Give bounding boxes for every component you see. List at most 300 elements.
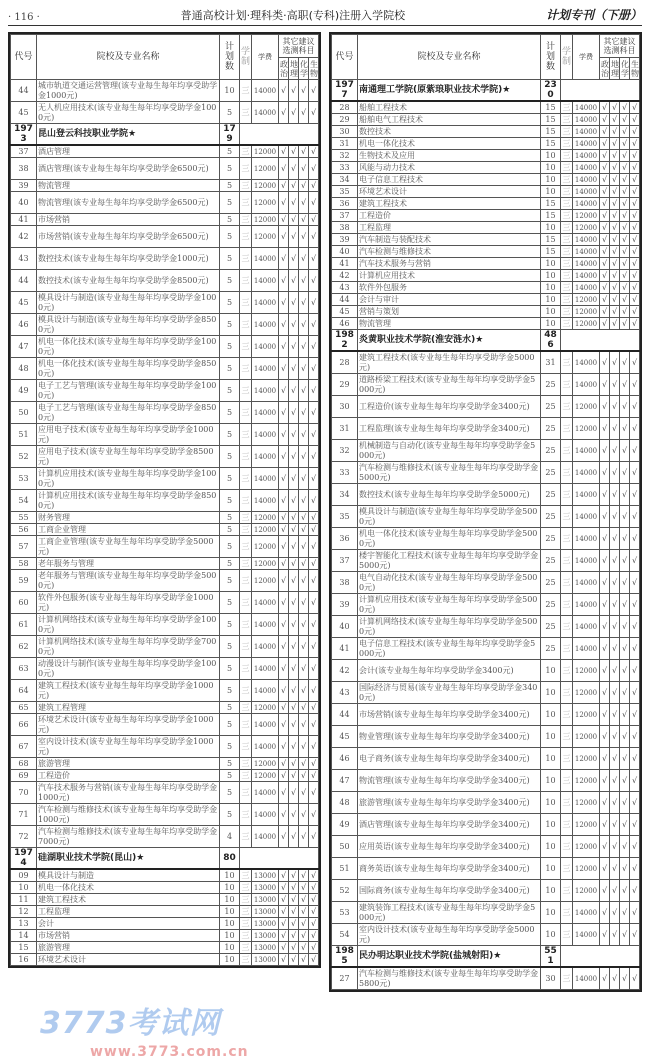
major-years: 三 <box>240 490 252 512</box>
major-fee: 14000 <box>573 351 600 374</box>
major-plan: 5 <box>220 804 240 826</box>
major-plan: 4 <box>220 826 240 848</box>
check-mark-politics: √ <box>600 198 610 210</box>
major-name: 机电一体化技术(该专业每生每年均享受助学金8500元) <box>37 358 220 380</box>
major-row <box>332 748 640 770</box>
major-years: 三 <box>240 536 252 558</box>
school-code: 1973 <box>11 124 37 146</box>
major-name: 国际商务(该专业每生每年均享受助学金3400元) <box>358 880 541 902</box>
check-mark-chemistry: √ <box>620 294 630 306</box>
major-name: 工程监理 <box>358 222 541 234</box>
check-mark-chemistry: √ <box>299 424 309 446</box>
check-mark-chemistry: √ <box>299 270 309 292</box>
major-years: 三 <box>241 942 250 952</box>
check-mark-chemistry: √ <box>620 234 630 246</box>
major-fee: 14000 <box>573 616 600 638</box>
check-mark-biology: √ <box>630 682 640 704</box>
major-years: 三 <box>562 126 571 136</box>
check-mark-politics: √ <box>600 246 610 258</box>
check-mark-geography: √ <box>289 869 299 882</box>
major-row <box>332 902 640 924</box>
major-row <box>332 836 640 858</box>
major-fee: 14000 <box>573 484 600 506</box>
major-code: 62 <box>11 636 37 658</box>
header-years: 学制 <box>240 35 252 80</box>
check-mark-biology: √ <box>630 616 640 638</box>
major-years: 三 <box>561 770 573 792</box>
major-fee: 12000 <box>573 682 600 704</box>
major-plan: 5 <box>220 214 240 226</box>
check-mark-biology: √ <box>630 594 640 616</box>
major-fee: 14000 <box>252 636 279 658</box>
major-name: 汽车检测与维修技术(该专业每生每年均享受助学金5000元) <box>358 462 541 484</box>
major-code: 45 <box>11 292 37 314</box>
left-table-column <box>8 32 321 968</box>
major-code: 33 <box>332 162 358 174</box>
major-plan: 10 <box>541 814 561 836</box>
major-code: 37 <box>332 210 358 222</box>
major-name: 软件外包服务(该专业每生每年均享受助学金1000元) <box>37 592 220 614</box>
major-name: 机电一体化技术(该专业每生每年均享受助学金1000元) <box>37 336 220 358</box>
check-mark-politics: √ <box>600 924 610 946</box>
check-mark-politics: √ <box>279 882 289 894</box>
major-fee: 14000 <box>252 468 279 490</box>
check-mark-chemistry: √ <box>299 782 309 804</box>
check-mark-geography: √ <box>289 736 299 758</box>
major-code: 31 <box>332 418 358 440</box>
school-plan-total: 486 <box>541 330 561 352</box>
check-mark-geography: √ <box>289 636 299 658</box>
major-code: 39 <box>332 234 358 246</box>
major-code: 16 <box>11 954 37 966</box>
school-plan-total: 179 <box>220 124 240 146</box>
major-name: 工程监理(该专业每生每年均享受助学金3400元) <box>358 418 541 440</box>
check-mark-politics: √ <box>600 506 610 528</box>
check-mark-geography: √ <box>289 248 299 270</box>
check-mark-geography: √ <box>610 374 620 396</box>
check-mark-politics: √ <box>279 192 289 214</box>
major-plan: 25 <box>541 638 561 660</box>
major-plan: 10 <box>541 792 561 814</box>
check-mark-chemistry: √ <box>620 186 630 198</box>
major-years: 三 <box>240 226 252 248</box>
major-row <box>332 234 640 246</box>
major-years: 三 <box>561 638 573 660</box>
school-plan-total: 551 <box>541 946 561 968</box>
major-plan: 5 <box>220 490 240 512</box>
check-mark-politics: √ <box>279 380 289 402</box>
check-mark-geography: √ <box>289 826 299 848</box>
major-row <box>332 294 640 306</box>
major-fee: 13000 <box>252 954 279 966</box>
check-mark-politics: √ <box>600 594 610 616</box>
major-code: 43 <box>332 682 358 704</box>
check-mark-biology: √ <box>630 967 640 990</box>
check-mark-chemistry: √ <box>620 101 630 114</box>
book-title: 计划专刊（下册） <box>545 8 642 22</box>
check-mark-geography: √ <box>289 524 299 536</box>
major-row <box>11 882 319 894</box>
check-mark-geography: √ <box>610 174 620 186</box>
check-mark-politics: √ <box>279 636 289 658</box>
major-name: 建筑工程技术 <box>358 198 541 210</box>
check-mark-chemistry: √ <box>299 336 309 358</box>
major-fee: 12000 <box>252 192 279 214</box>
major-row <box>332 616 640 638</box>
check-mark-biology: √ <box>309 942 319 954</box>
major-plan: 10 <box>541 174 561 186</box>
major-row <box>11 402 319 424</box>
major-plan: 10 <box>541 282 561 294</box>
major-years: 三 <box>561 550 573 572</box>
check-mark-chemistry: √ <box>299 614 309 636</box>
check-mark-biology: √ <box>630 726 640 748</box>
major-fee: 14000 <box>252 424 279 446</box>
major-code: 38 <box>332 572 358 594</box>
major-fee: 12000 <box>573 294 600 306</box>
major-fee: 13000 <box>252 882 279 894</box>
check-mark-geography: √ <box>610 294 620 306</box>
major-code: 32 <box>332 440 358 462</box>
major-row <box>11 930 319 942</box>
check-mark-chemistry: √ <box>299 158 309 180</box>
major-fee: 14000 <box>573 270 600 282</box>
check-mark-politics: √ <box>279 770 289 782</box>
check-mark-chemistry: √ <box>620 114 630 126</box>
check-mark-politics: √ <box>600 814 610 836</box>
major-row <box>11 446 319 468</box>
major-fee: 14000 <box>252 336 279 358</box>
major-plan: 25 <box>541 550 561 572</box>
check-mark-politics: √ <box>279 592 289 614</box>
major-row <box>332 306 640 318</box>
major-code: 44 <box>332 704 358 726</box>
major-fee: 12000 <box>252 770 279 782</box>
major-plan: 10 <box>541 318 561 330</box>
major-row <box>11 918 319 930</box>
check-mark-politics: √ <box>600 704 610 726</box>
major-code: 46 <box>11 314 37 336</box>
check-mark-politics: √ <box>279 336 289 358</box>
major-row <box>332 162 640 174</box>
major-fee: 12000 <box>573 858 600 880</box>
check-mark-biology: √ <box>630 440 640 462</box>
major-name: 风能与动力技术 <box>358 162 541 174</box>
major-name: 工程造价 <box>37 770 220 782</box>
check-mark-geography: √ <box>610 150 620 162</box>
major-code: 52 <box>332 880 358 902</box>
major-years: 三 <box>241 894 250 904</box>
major-row <box>11 906 319 918</box>
check-mark-chemistry: √ <box>620 174 630 186</box>
check-mark-geography: √ <box>289 782 299 804</box>
check-mark-biology: √ <box>309 214 319 226</box>
major-fee: 12000 <box>573 726 600 748</box>
major-row <box>332 396 640 418</box>
major-name: 模具设计与制造 <box>37 869 220 882</box>
major-row <box>11 658 319 680</box>
major-name: 建筑工程管理 <box>37 702 220 714</box>
major-fee: 12000 <box>573 222 600 234</box>
check-mark-biology: √ <box>309 145 319 158</box>
check-mark-politics: √ <box>279 314 289 336</box>
major-plan: 10 <box>220 894 240 906</box>
major-code: 29 <box>332 374 358 396</box>
check-mark-chemistry: √ <box>620 318 630 330</box>
major-plan: 5 <box>220 680 240 702</box>
check-mark-politics: √ <box>600 374 610 396</box>
school-row-blank <box>561 330 640 352</box>
check-mark-politics: √ <box>279 804 289 826</box>
check-mark-chemistry: √ <box>299 314 309 336</box>
major-name: 动漫设计与制作(该专业每生每年均享受助学金1000元) <box>37 658 220 680</box>
check-mark-biology: √ <box>630 858 640 880</box>
check-mark-politics: √ <box>600 770 610 792</box>
check-mark-biology: √ <box>630 138 640 150</box>
check-mark-geography: √ <box>610 792 620 814</box>
check-mark-geography: √ <box>610 836 620 858</box>
school-row <box>11 124 319 146</box>
major-fee: 12000 <box>573 770 600 792</box>
check-mark-chemistry: √ <box>299 292 309 314</box>
check-mark-biology: √ <box>630 150 640 162</box>
major-plan: 5 <box>220 702 240 714</box>
check-mark-biology: √ <box>309 192 319 214</box>
major-row <box>332 770 640 792</box>
watermark-text: 3773考试网 <box>40 1006 221 1041</box>
major-fee: 12000 <box>573 880 600 902</box>
check-mark-biology: √ <box>630 246 640 258</box>
major-name: 计算机应用技术(该专业每生每年均享受助学金1000元) <box>37 468 220 490</box>
check-mark-chemistry: √ <box>299 826 309 848</box>
check-mark-biology: √ <box>630 880 640 902</box>
major-code: 48 <box>11 358 37 380</box>
major-plan: 15 <box>541 234 561 246</box>
check-mark-biology: √ <box>630 114 640 126</box>
major-plan: 10 <box>220 80 240 102</box>
check-mark-politics: √ <box>279 680 289 702</box>
major-fee: 14000 <box>252 614 279 636</box>
major-row <box>11 614 319 636</box>
check-mark-biology: √ <box>630 351 640 374</box>
major-row <box>11 680 319 702</box>
school-row <box>332 946 640 968</box>
major-code: 72 <box>11 826 37 848</box>
check-mark-biology: √ <box>630 704 640 726</box>
major-fee: 12000 <box>573 792 600 814</box>
major-row <box>332 528 640 550</box>
check-mark-politics: √ <box>279 158 289 180</box>
check-mark-chemistry: √ <box>620 258 630 270</box>
major-row <box>11 954 319 966</box>
major-years: 三 <box>562 294 571 304</box>
major-fee: 14000 <box>252 714 279 736</box>
major-name: 老年服务与管理 <box>37 558 220 570</box>
major-fee: 13000 <box>252 906 279 918</box>
check-mark-biology: √ <box>309 558 319 570</box>
major-name: 物流管理 <box>37 180 220 192</box>
major-fee: 12000 <box>573 814 600 836</box>
major-code: 28 <box>332 351 358 374</box>
major-fee: 12000 <box>252 214 279 226</box>
major-row <box>332 814 640 836</box>
school-row <box>332 330 640 352</box>
major-row <box>11 214 319 226</box>
major-fee: 14000 <box>573 528 600 550</box>
major-name: 酒店管理 <box>37 145 220 158</box>
major-row <box>11 314 319 336</box>
major-code: 14 <box>11 930 37 942</box>
check-mark-chemistry: √ <box>299 192 309 214</box>
major-row <box>332 374 640 396</box>
major-row <box>11 380 319 402</box>
major-years: 三 <box>562 246 571 256</box>
major-plan: 25 <box>541 572 561 594</box>
major-row <box>11 702 319 714</box>
major-code: 38 <box>332 222 358 234</box>
check-mark-biology: √ <box>309 248 319 270</box>
major-row <box>332 174 640 186</box>
major-name: 电子信息工程技术 <box>358 174 541 186</box>
major-row <box>11 358 319 380</box>
check-mark-biology: √ <box>309 826 319 848</box>
major-code: 44 <box>11 80 37 102</box>
major-plan: 5 <box>220 512 240 524</box>
check-mark-biology: √ <box>309 512 319 524</box>
major-years: 三 <box>561 418 573 440</box>
major-row <box>11 942 319 954</box>
major-name: 建筑工程技术(该专业每生每年均享受助学金1000元) <box>37 680 220 702</box>
major-years: 三 <box>240 192 252 214</box>
major-plan: 10 <box>541 258 561 270</box>
major-fee: 14000 <box>252 826 279 848</box>
page-number: · 116 · <box>8 12 40 23</box>
check-mark-chemistry: √ <box>620 222 630 234</box>
major-name: 电子信息工程技术(该专业每生每年均享受助学金5000元) <box>358 638 541 660</box>
major-years: 三 <box>562 114 571 124</box>
check-mark-biology: √ <box>630 572 640 594</box>
check-mark-biology: √ <box>630 126 640 138</box>
check-mark-biology: √ <box>630 306 640 318</box>
header-fee: 学费 <box>573 35 600 80</box>
major-fee: 12000 <box>573 210 600 222</box>
major-row <box>332 282 640 294</box>
check-mark-politics: √ <box>600 222 610 234</box>
check-mark-chemistry: √ <box>620 682 630 704</box>
header-name: 院校及专业名称 <box>358 35 541 80</box>
check-mark-politics: √ <box>279 180 289 192</box>
major-code: 40 <box>11 192 37 214</box>
major-years: 三 <box>562 318 571 328</box>
school-row-blank <box>240 848 319 870</box>
check-mark-chemistry: √ <box>620 198 630 210</box>
check-mark-politics: √ <box>600 294 610 306</box>
major-years: 三 <box>241 882 250 892</box>
major-years: 三 <box>562 258 571 268</box>
check-mark-politics: √ <box>600 682 610 704</box>
check-mark-geography: √ <box>289 918 299 930</box>
check-mark-chemistry: √ <box>299 512 309 524</box>
major-plan: 5 <box>220 592 240 614</box>
check-mark-chemistry: √ <box>620 528 630 550</box>
check-mark-biology: √ <box>309 80 319 102</box>
major-code: 35 <box>332 186 358 198</box>
check-mark-chemistry: √ <box>299 468 309 490</box>
major-code: 15 <box>11 942 37 954</box>
check-mark-biology: √ <box>630 462 640 484</box>
check-mark-geography: √ <box>610 682 620 704</box>
header-subject-politics: 政治 <box>280 59 288 78</box>
check-mark-geography: √ <box>610 138 620 150</box>
check-mark-chemistry: √ <box>620 572 630 594</box>
major-fee: 14000 <box>573 258 600 270</box>
check-mark-geography: √ <box>289 145 299 158</box>
major-years: 三 <box>240 826 252 848</box>
check-mark-chemistry: √ <box>299 570 309 592</box>
check-mark-chemistry: √ <box>620 550 630 572</box>
major-years: 三 <box>241 918 250 928</box>
check-mark-politics: √ <box>600 858 610 880</box>
check-mark-politics: √ <box>279 942 289 954</box>
major-fee: 14000 <box>252 804 279 826</box>
check-mark-chemistry: √ <box>620 210 630 222</box>
major-fee: 14000 <box>252 592 279 614</box>
check-mark-politics: √ <box>600 726 610 748</box>
check-mark-geography: √ <box>610 440 620 462</box>
major-name: 会计 <box>37 918 220 930</box>
check-mark-chemistry: √ <box>620 858 630 880</box>
major-row <box>11 570 319 592</box>
major-row <box>332 506 640 528</box>
major-fee: 14000 <box>573 506 600 528</box>
major-years: 三 <box>241 870 250 880</box>
check-mark-chemistry: √ <box>620 770 630 792</box>
check-mark-politics: √ <box>600 550 610 572</box>
check-mark-geography: √ <box>610 726 620 748</box>
major-years: 三 <box>562 102 571 112</box>
major-years: 三 <box>240 336 252 358</box>
check-mark-politics: √ <box>279 248 289 270</box>
check-mark-chemistry: √ <box>299 446 309 468</box>
check-mark-politics: √ <box>600 572 610 594</box>
major-row <box>11 192 319 214</box>
major-code: 51 <box>332 858 358 880</box>
school-plan-total: 80 <box>220 848 240 870</box>
check-mark-geography: √ <box>289 512 299 524</box>
check-mark-biology: √ <box>630 660 640 682</box>
major-years: 三 <box>240 80 252 102</box>
major-code: 30 <box>332 126 358 138</box>
major-fee: 14000 <box>573 462 600 484</box>
major-plan: 5 <box>220 558 240 570</box>
major-row <box>332 638 640 660</box>
major-plan: 5 <box>220 614 240 636</box>
check-mark-politics: √ <box>600 902 610 924</box>
major-code: 52 <box>11 446 37 468</box>
major-plan: 5 <box>220 524 240 536</box>
major-fee: 12000 <box>573 836 600 858</box>
major-plan: 25 <box>541 484 561 506</box>
check-mark-politics: √ <box>600 234 610 246</box>
check-mark-politics: √ <box>600 880 610 902</box>
major-plan: 30 <box>541 967 561 990</box>
check-mark-biology: √ <box>309 714 319 736</box>
major-years: 三 <box>561 528 573 550</box>
check-mark-chemistry: √ <box>620 967 630 990</box>
check-mark-chemistry: √ <box>299 894 309 906</box>
major-fee: 12000 <box>573 318 600 330</box>
check-mark-politics: √ <box>279 358 289 380</box>
